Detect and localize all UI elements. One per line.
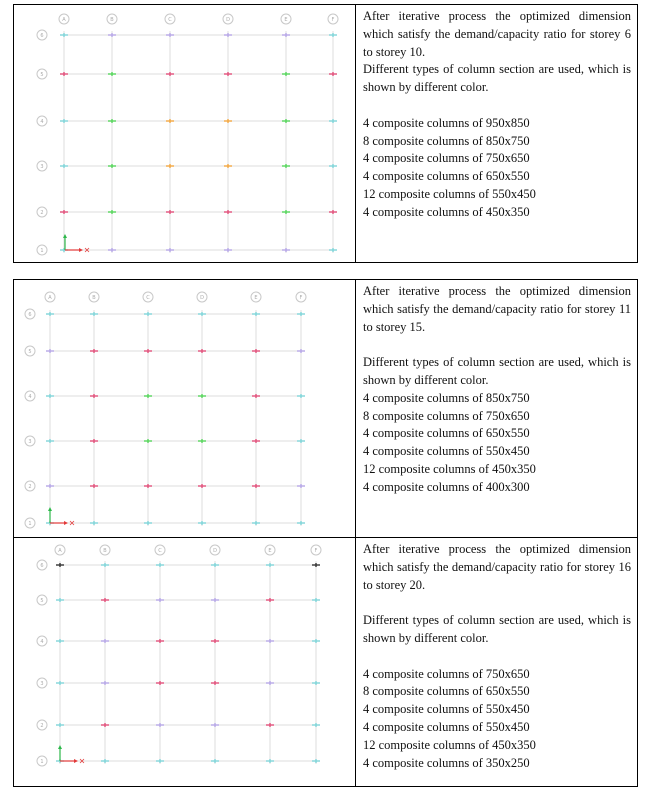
column-marker bbox=[144, 484, 152, 488]
column-marker bbox=[329, 210, 337, 214]
list-item: 4 composite columns of 650x550 bbox=[363, 426, 530, 441]
column-marker bbox=[156, 723, 164, 727]
grid-label-x: E bbox=[254, 295, 258, 301]
list-item: 4 composite columns of 350x250 bbox=[363, 755, 530, 770]
column-marker bbox=[108, 248, 116, 252]
grid-label-y: 2 bbox=[40, 210, 44, 216]
description-panel-1 bbox=[356, 5, 637, 262]
table-row bbox=[14, 537, 637, 786]
table-row bbox=[14, 280, 637, 537]
column-marker bbox=[297, 439, 305, 443]
column-marker bbox=[224, 210, 232, 214]
column-marker bbox=[252, 484, 260, 488]
grid-label-y: 6 bbox=[28, 312, 32, 318]
grid-label-y: 6 bbox=[40, 33, 44, 39]
column-marker bbox=[90, 349, 98, 353]
column-marker bbox=[108, 119, 116, 123]
column-marker bbox=[312, 563, 320, 567]
column-marker bbox=[156, 681, 164, 685]
list-item: 12 composite columns of 450x350 bbox=[363, 737, 536, 752]
column-marker bbox=[211, 681, 219, 685]
column-marker bbox=[266, 681, 274, 685]
column-marker bbox=[101, 723, 109, 727]
column-marker bbox=[266, 723, 274, 727]
list-item: 4 composite columns of 550x450 bbox=[363, 719, 530, 734]
column-marker bbox=[46, 349, 54, 353]
grid-label-x: A bbox=[62, 17, 66, 23]
column-marker bbox=[198, 484, 206, 488]
column-marker bbox=[60, 210, 68, 214]
column-marker bbox=[297, 521, 305, 525]
column-marker bbox=[297, 349, 305, 353]
column-marker bbox=[156, 759, 164, 763]
column-marker bbox=[297, 394, 305, 398]
column-marker bbox=[166, 164, 174, 168]
grid-label-x: A bbox=[58, 548, 62, 554]
column-marker bbox=[108, 33, 116, 37]
note-text: Different types of column section are used, which is shown by different color. bbox=[363, 613, 631, 645]
column-marker bbox=[312, 759, 320, 763]
column-marker bbox=[156, 639, 164, 643]
column-marker bbox=[312, 723, 320, 727]
grid-label-y: 5 bbox=[40, 72, 44, 78]
column-marker bbox=[108, 210, 116, 214]
column-marker bbox=[90, 521, 98, 525]
grid-label-y: 1 bbox=[40, 759, 44, 765]
column-marker bbox=[297, 484, 305, 488]
list-item: 4 composite columns of 750x650 bbox=[363, 151, 530, 166]
list-item: 4 composite columns of 850x750 bbox=[363, 390, 530, 405]
column-marker bbox=[266, 639, 274, 643]
column-marker bbox=[224, 164, 232, 168]
column-marker bbox=[144, 312, 152, 316]
grid-label-x: F bbox=[314, 548, 318, 554]
grid-label-x: C bbox=[158, 548, 162, 554]
column-marker bbox=[156, 563, 164, 567]
column-marker bbox=[46, 312, 54, 316]
list-item: 4 composite columns of 750x650 bbox=[363, 666, 530, 681]
column-marker bbox=[56, 639, 64, 643]
description-panel-3 bbox=[356, 538, 637, 786]
column-marker bbox=[282, 164, 290, 168]
column-marker bbox=[90, 439, 98, 443]
list-item: 12 composite columns of 450x350 bbox=[363, 461, 536, 476]
floor-plan-storey-6-10 bbox=[14, 5, 355, 262]
column-marker bbox=[101, 639, 109, 643]
grid-label-y: 1 bbox=[40, 248, 44, 254]
column-marker bbox=[60, 119, 68, 123]
grid-label-y: 4 bbox=[40, 119, 44, 125]
column-marker bbox=[252, 439, 260, 443]
column-marker bbox=[56, 723, 64, 727]
column-marker bbox=[166, 33, 174, 37]
grid-label-x: D bbox=[200, 295, 204, 301]
column-marker bbox=[224, 33, 232, 37]
column-marker bbox=[266, 563, 274, 567]
column-marker bbox=[46, 484, 54, 488]
column-marker bbox=[224, 248, 232, 252]
floor-plan-storey-16-20 bbox=[14, 538, 355, 786]
column-marker bbox=[198, 349, 206, 353]
grid-label-y: 3 bbox=[40, 681, 44, 687]
column-marker bbox=[144, 394, 152, 398]
list-item: 4 composite columns of 550x450 bbox=[363, 702, 530, 717]
column-marker bbox=[329, 248, 337, 252]
floor-plan-panel-3 bbox=[14, 538, 356, 786]
list-item: 8 composite columns of 650x550 bbox=[363, 684, 530, 699]
column-marker bbox=[144, 439, 152, 443]
intro-text: After iterative process the optimized dimension which satisfy the demand/capacity ratio for storey 16 to storey 20. bbox=[363, 542, 631, 592]
grid-label-x: B bbox=[110, 17, 114, 23]
grid-label-y: 2 bbox=[28, 484, 32, 490]
list-item: 4 composite columns of 400x300 bbox=[363, 479, 530, 494]
column-marker bbox=[56, 563, 64, 567]
column-marker bbox=[144, 349, 152, 353]
column-marker bbox=[60, 33, 68, 37]
description-panel-2 bbox=[356, 280, 637, 537]
column-marker bbox=[312, 598, 320, 602]
column-marker bbox=[56, 598, 64, 602]
column-marker bbox=[329, 72, 337, 76]
column-marker bbox=[211, 759, 219, 763]
column-marker bbox=[101, 598, 109, 602]
list-item: 4 composite columns of 450x350 bbox=[363, 204, 530, 219]
column-marker bbox=[90, 484, 98, 488]
grid-label-y: 1 bbox=[28, 521, 32, 527]
grid-label-x: E bbox=[268, 548, 272, 554]
list-item: 4 composite columns of 550x450 bbox=[363, 444, 530, 459]
grid-label-y: 5 bbox=[40, 598, 44, 604]
column-marker bbox=[56, 681, 64, 685]
column-marker bbox=[252, 349, 260, 353]
column-marker bbox=[252, 312, 260, 316]
column-marker bbox=[282, 119, 290, 123]
grid-label-x: B bbox=[92, 295, 96, 301]
table-storey-6-10 bbox=[13, 4, 638, 263]
column-marker bbox=[329, 164, 337, 168]
column-marker bbox=[198, 394, 206, 398]
grid-label-x: A bbox=[48, 295, 52, 301]
column-marker bbox=[101, 759, 109, 763]
axis-indicator-icon bbox=[48, 507, 74, 525]
list-item: 12 composite columns of 550x450 bbox=[363, 186, 536, 201]
column-marker bbox=[101, 563, 109, 567]
column-marker bbox=[312, 681, 320, 685]
grid-label-x: C bbox=[168, 17, 172, 23]
note-text: Different types of column section are used, which is shown by different color. bbox=[363, 62, 631, 95]
table-storey-11-20 bbox=[13, 279, 638, 787]
column-marker bbox=[166, 72, 174, 76]
column-marker bbox=[60, 72, 68, 76]
column-marker bbox=[166, 248, 174, 252]
column-marker bbox=[198, 439, 206, 443]
column-marker bbox=[282, 72, 290, 76]
note-text: Different types of column section are used, which is shown by different color. bbox=[363, 355, 631, 387]
column-marker bbox=[252, 394, 260, 398]
column-marker bbox=[101, 681, 109, 685]
intro-text: After iterative process the optimized dimension which satisfy the demand/capacity ratio for storey 6 to storey 10. bbox=[363, 9, 631, 59]
column-marker bbox=[46, 439, 54, 443]
column-marker bbox=[46, 394, 54, 398]
grid-label-x: F bbox=[331, 17, 335, 23]
list-item: 8 composite columns of 750x650 bbox=[363, 408, 530, 423]
grid-label-y: 4 bbox=[40, 639, 44, 645]
column-marker bbox=[166, 210, 174, 214]
grid-label-x: F bbox=[299, 295, 303, 301]
column-marker bbox=[329, 33, 337, 37]
list-item: 4 composite columns of 950x850 bbox=[363, 115, 530, 130]
column-marker bbox=[224, 72, 232, 76]
grid-label-y: 4 bbox=[28, 394, 32, 400]
column-marker bbox=[198, 312, 206, 316]
column-marker bbox=[282, 248, 290, 252]
grid-label-x: B bbox=[103, 548, 107, 554]
column-marker bbox=[211, 563, 219, 567]
list-item: 4 composite columns of 650x550 bbox=[363, 169, 530, 184]
grid-label-x: E bbox=[284, 17, 288, 23]
floor-plan-storey-11-15 bbox=[14, 280, 355, 536]
column-marker bbox=[297, 312, 305, 316]
column-marker bbox=[329, 119, 337, 123]
grid-label-y: 6 bbox=[40, 563, 44, 569]
grid-label-y: 5 bbox=[28, 349, 32, 355]
grid-label-x: D bbox=[226, 17, 230, 23]
column-marker bbox=[211, 723, 219, 727]
column-marker bbox=[198, 521, 206, 525]
column-marker bbox=[266, 759, 274, 763]
grid-label-y: 3 bbox=[28, 439, 32, 445]
column-marker bbox=[211, 598, 219, 602]
grid-label-y: 3 bbox=[40, 164, 44, 170]
column-marker bbox=[144, 521, 152, 525]
column-marker bbox=[90, 312, 98, 316]
column-marker bbox=[266, 598, 274, 602]
floor-plan-panel-2 bbox=[14, 280, 356, 537]
axis-indicator-icon bbox=[58, 745, 84, 763]
column-list bbox=[363, 390, 631, 497]
column-marker bbox=[252, 521, 260, 525]
column-marker bbox=[108, 72, 116, 76]
column-list bbox=[363, 666, 631, 773]
column-marker bbox=[312, 639, 320, 643]
column-marker bbox=[224, 119, 232, 123]
list-item: 8 composite columns of 850x750 bbox=[363, 133, 530, 148]
column-marker bbox=[282, 210, 290, 214]
grid-label-x: C bbox=[146, 295, 150, 301]
grid-label-y: 2 bbox=[40, 723, 44, 729]
column-marker bbox=[166, 119, 174, 123]
column-marker bbox=[60, 164, 68, 168]
floor-plan-panel-1 bbox=[14, 5, 356, 262]
column-marker bbox=[282, 33, 290, 37]
column-marker bbox=[211, 639, 219, 643]
column-marker bbox=[156, 598, 164, 602]
column-marker bbox=[90, 394, 98, 398]
column-list bbox=[363, 115, 631, 222]
intro-text: After iterative process the optimized dimension which satisfy the demand/capacity ratio for storey 11 to storey 15. bbox=[363, 284, 631, 334]
grid-label-x: D bbox=[213, 548, 217, 554]
column-marker bbox=[108, 164, 116, 168]
